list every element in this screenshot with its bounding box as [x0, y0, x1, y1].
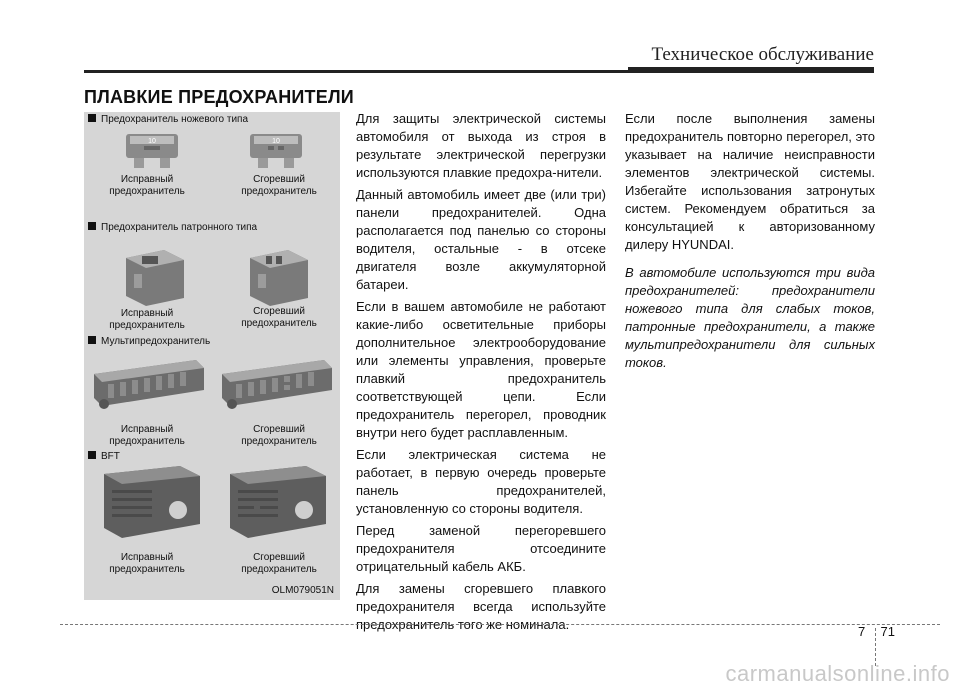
header-rule-accent [628, 67, 874, 73]
paragraph: Для защиты электрической системы автомобиля от выхода из строя в результате электрической перегрузки используются плавкие предохра-нители. [356, 111, 606, 180]
multi-fuse-blown-image [218, 356, 336, 416]
paragraph: Если в вашем автомобиле не работают какие-либо осветительные приборы дополнительное электрооборудование или элементы управления, проверьте плавкий предохранитель соответствующей цепи. Если предохранитель перегорел, проводник внутри него будет расплавленным. [356, 299, 606, 440]
caption-blown-cartridge: Сгоревший предохранитель [241, 306, 317, 329]
caption-blown-blade: Сгоревший предохранитель [241, 174, 317, 197]
paragraph: Если электрическая система не работает, в первую очередь проверьте панель предохранителей, установленную со стороны водителя. [356, 447, 606, 516]
caption-good-cartridge: Исправный предохранитель [109, 308, 185, 331]
section-title: ПЛАВКИЕ ПРЕДОХРАНИТЕЛИ [84, 87, 354, 107]
blade-fuse-good-image [124, 130, 180, 170]
figure-code: OLM079051N [271, 585, 334, 596]
paragraph: Данный автомобиль имеет две (или три) панели предохранителей. Одна располагается под панелью со стороны водителя, остальные - в отсеке двигателя возле аккумуляторной батареи. [356, 187, 606, 292]
text-column-2 [625, 110, 875, 376]
bullet-square-icon [88, 114, 96, 122]
svg-text:10: 10 [148, 138, 156, 145]
paragraph: Перед заменой перегоревшего предохранителя отсоедините отрицательный кабель АКБ. [356, 523, 606, 574]
bft-fuse-blown-image [224, 464, 334, 544]
footer-rule [60, 624, 940, 625]
paragraph: Если после выполнения замены предохранитель повторно перегорел, это указывает на наличие неисправности элементов электрической системы. Избегайте использования затронутых систем. Рекомендуем обратиться за консультацией к авторизованному дилеру HYUNDAI. [625, 111, 875, 252]
fuse-group-label-multi: Мультипредохранитель [88, 336, 210, 347]
text-column-1 [356, 110, 606, 638]
caption-good-blade: Исправный предохранитель [109, 174, 185, 197]
cartridge-fuse-good-image [120, 244, 190, 308]
fuse-figure [84, 112, 340, 600]
caption-good-multi: Исправный предохранитель [109, 424, 185, 447]
fuse-group-label-cartridge: Предохранитель патронного типа [88, 222, 257, 233]
bullet-square-icon [88, 336, 96, 344]
italic-note: В автомобиле используются три вида предохранителей: предохранители ножевого типа для слабых токов, патронные предохранители, а также мультипредохранители для сильных токов. [625, 265, 875, 370]
caption-blown-bft: Сгоревший предохранитель [241, 552, 317, 575]
caption-blown-multi: Сгоревший предохранитель [241, 424, 317, 447]
multi-fuse-good-image [90, 356, 208, 416]
bft-fuse-good-image [98, 464, 208, 544]
paragraph: Для замены сгоревшего плавкого предохранителя всегда используйте предохранитель того же номинала. [356, 581, 606, 632]
blade-fuse-blown-image [248, 130, 304, 170]
bullet-square-icon [88, 222, 96, 230]
fuse-group-label-blade: Предохранитель ножевого типа [88, 114, 248, 125]
watermark-text: carmanualsonline.info [725, 661, 950, 686]
page-header-title: Техническое обслуживание [651, 44, 874, 65]
caption-good-bft: Исправный предохранитель [109, 552, 185, 575]
bullet-square-icon [88, 451, 96, 459]
page-number [858, 624, 895, 639]
chapter-number: 7 [858, 624, 866, 639]
svg-text:10: 10 [272, 138, 280, 145]
fuse-group-label-bft: BFT [88, 451, 120, 462]
page-number-value: 71 [880, 624, 895, 639]
cartridge-fuse-blown-image [244, 244, 314, 308]
